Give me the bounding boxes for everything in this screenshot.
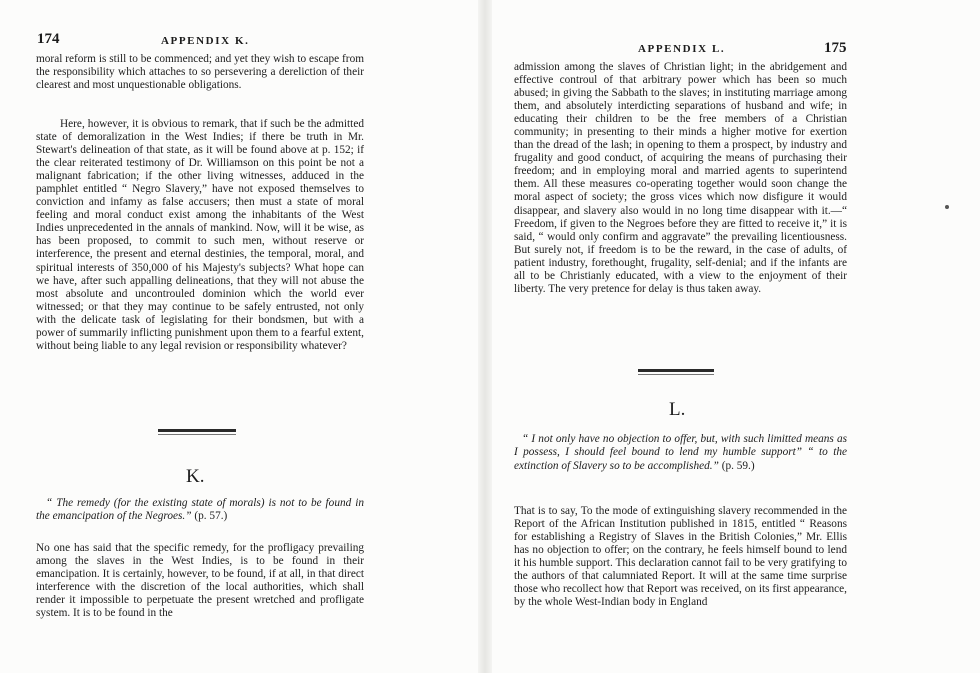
section-quote [36, 497, 364, 524]
scan-speck [945, 205, 949, 209]
quote-text: “ I not only have no objection to offer, but, with such limitted means as I possess, I should feel bound to lend my humble support” “ to the extinction of Slavery so to be accomplished.” [514, 433, 847, 472]
section-divider [638, 369, 714, 372]
body-paragraph: No one has said that the specific remedy, for the profligacy prevailing among the slaves in the West Indies, is to be found in their emancipation. It is certainly, however, to be found, if at all, in that direct interference with the discretion of the local authorities, which shall render it impossible to perpetuate the present wretched and profligate system. It is to be found in the [36, 542, 364, 620]
left-page [0, 0, 480, 673]
section-heading: K. [186, 466, 205, 487]
quote-reference: (p. 57.) [194, 510, 228, 523]
continued-paragraph: moral reform is still to be commenced; and yet they wish to escape from the responsibility which attaches to so persevering a dereliction of their clearest and most unquestionable obligations. [36, 53, 364, 92]
running-head: APPENDIX L. [638, 43, 726, 55]
section-quote [514, 433, 847, 473]
body-paragraph: That is to say, To the mode of extinguishing slavery recommended in the Report of the African Institution published in 1815, entitled “ Reasons for establishing a Registry of Slaves in the British Colonies,” Mr. Ellis has no objection to offer; on the contrary, he feels himself bound to lend it his humble support. This declaration cannot fail to be very gratifying to the authors of that calumniated Report. It will at the same time surprise those who recollect how that Report was received, on its first appearance, by the whole West-Indian body in England [514, 505, 847, 609]
quote-reference: (p. 59.) [721, 459, 755, 472]
running-head: APPENDIX K. [161, 35, 250, 47]
right-page [490, 0, 980, 673]
body-paragraph: Here, however, it is obvious to remark, that if such be the admitted state of demoralization in the West Indies; if there be truth in Mr. Stewart's delineation of that state, as it will be found above at p. 152; if the clear reiterated testimony of Dr. Williamson on this point be not a malignant fabrication; if the other living witnesses, adduced in the pamphlet entitled “ Negro Slavery,” have not exposed themselves to conviction and infamy as false accusers; then must a state of moral feeling and moral conduct exist among the inhabitants of the West Indies unprecedented in the annals of mankind. Now, will it be wise, as has been proposed, to commit to such men, without reserve or interference, the present and eternal destinies, the temporal, moral, and spiritual interests of 350,000 of his Majesty's subjects? What hope can we have, after such appalling delineations, that they will not abuse the most absolute and uncontrouled dominion which the world ever witnessed; or that they may continue to be safely entrusted, not only with the delicate task of legislating for their bondsmen, but with a power of summarily inflicting punishment upon them to a fearful extent, without being liable to any legal revision or responsibility whatever? [36, 118, 364, 352]
quote-text: “ The remedy (for the existing state of morals) is not to be found in the emancipation of the Negroes.” [36, 497, 364, 523]
page-number: 174 [37, 31, 60, 47]
page-number: 175 [824, 40, 847, 56]
section-divider [158, 429, 236, 432]
section-heading: L. [669, 399, 686, 420]
continued-paragraph: admission among the slaves of Christian light; in the abridgement and effective controul of that arbitrary power which has been so much abused; in giving the Sabbath to the slaves; in instituting marriage among them, and absolutely interdicting separations of husband and wife; in educating their children to be the free members of a Christian community; in presenting to their minds a higher motive for exertion than the dread of the lash; in opening to them a prospect, by industry and frugality and good conduct, of acquiring the means of purchasing their freedom; and in employing moral and married agents to superintend them. All these measures co-operating together would soon change the moral aspect of society; the gross vices which now disfigure it would disappear, and slavery also would in no long time disappear with it.—“ Freedom, if given to the Negroes before they are fitted to receive it,” it is said, “ would only confirm and aggravate” the prevailing licentiousness. But surely not, if freedom is to be the reward, in the case of adults, of patient industry, forethought, frugality, self-denial; and if the infants are all to be Christianly educated, with a view to the enjoyment of their liberty. The very pretence for delay is thus taken away. [514, 61, 847, 295]
